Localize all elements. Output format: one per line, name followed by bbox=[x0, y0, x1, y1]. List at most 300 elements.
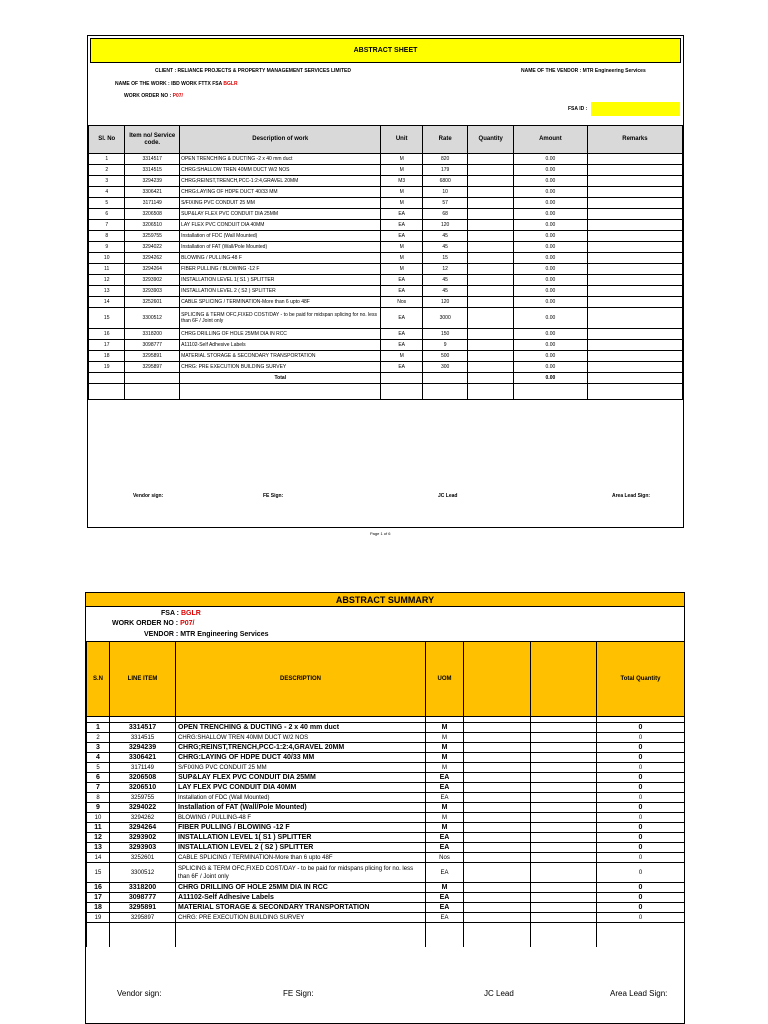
row-description: LAY FLEX PVC CONDUIT DIA 40MM bbox=[180, 220, 381, 231]
total-row bbox=[89, 373, 683, 384]
row-total-quantity: 0 bbox=[597, 773, 685, 783]
row-blank-2 bbox=[531, 783, 597, 793]
row-rate: 500 bbox=[422, 351, 468, 362]
row-amount: 0.00 bbox=[513, 275, 587, 286]
row-sn: 11 bbox=[87, 823, 110, 833]
row-code: 3314515 bbox=[125, 165, 180, 176]
col-header-unit: Unit bbox=[381, 126, 422, 154]
table-row bbox=[89, 165, 683, 176]
fsa-value: BGLR bbox=[180, 610, 201, 617]
row-total-quantity: 0 bbox=[597, 903, 685, 913]
summary-row bbox=[87, 823, 685, 833]
row-description: INSTALLATION LEVEL 2 ( S2 ) SPLITTER bbox=[180, 286, 381, 297]
row-sn: 3 bbox=[87, 743, 110, 753]
row-amount: 0.00 bbox=[513, 362, 587, 373]
row-unit: M3 bbox=[381, 176, 422, 187]
row-amount: 0.00 bbox=[513, 351, 587, 362]
summary-row bbox=[87, 783, 685, 793]
row-unit: M bbox=[381, 242, 422, 253]
col-header-rate: Rate bbox=[422, 126, 468, 154]
table-row bbox=[89, 154, 683, 165]
row-unit: EA bbox=[381, 286, 422, 297]
row-quantity bbox=[468, 362, 514, 373]
summary-header-row bbox=[87, 642, 685, 717]
col-header-line-item: LINE ITEM bbox=[110, 642, 176, 717]
row-amount: 0.00 bbox=[513, 176, 587, 187]
row-blank-1 bbox=[464, 743, 531, 753]
row-rate: 15 bbox=[422, 253, 468, 264]
row-rate: 120 bbox=[422, 297, 468, 308]
row-rate: 150 bbox=[422, 329, 468, 340]
row-blank-1 bbox=[464, 903, 531, 913]
row-code: 3300512 bbox=[125, 308, 180, 329]
row-description: Installation of FDC (Wall Mounted) bbox=[180, 231, 381, 242]
table-row bbox=[89, 253, 683, 264]
row-sn: 16 bbox=[87, 883, 110, 893]
row-blank-2 bbox=[531, 823, 597, 833]
row-line-item: 3206508 bbox=[110, 773, 176, 783]
row-sl: 3 bbox=[89, 176, 125, 187]
row-blank-2 bbox=[531, 913, 597, 923]
row-unit: EA bbox=[381, 275, 422, 286]
sheet-title: ABSTRACT SHEET bbox=[90, 38, 681, 63]
row-description: MATERIAL STORAGE & SECONDARY TRANSPORTATION bbox=[176, 903, 426, 913]
abstract-summary bbox=[85, 592, 685, 1024]
vendor-label: NAME OF THE VENDOR : MTR Engineering Services bbox=[521, 68, 646, 74]
col-header-total-quantity: Total Quantity bbox=[597, 642, 685, 717]
summary-row bbox=[87, 743, 685, 753]
row-sn: 9 bbox=[87, 803, 110, 813]
row-quantity bbox=[468, 351, 514, 362]
row-unit: M bbox=[381, 198, 422, 209]
row-blank-1 bbox=[464, 843, 531, 853]
row-description: Installation of FAT (Wall/Pole Mounted) bbox=[176, 803, 426, 813]
row-description: SPLICING & TERM OFC,FIXED COST/DAY - to be paid for midspan splicing for no. less than 6F / Joint only bbox=[180, 308, 381, 329]
row-blank-2 bbox=[531, 743, 597, 753]
row-blank-2 bbox=[531, 793, 597, 803]
row-rate: 820 bbox=[422, 154, 468, 165]
row-unit: EA bbox=[381, 220, 422, 231]
row-quantity bbox=[468, 253, 514, 264]
row-amount: 0.00 bbox=[513, 242, 587, 253]
row-line-item: 3252601 bbox=[110, 853, 176, 863]
col-header-item: Item no/ Service code. bbox=[125, 126, 180, 154]
table-row bbox=[89, 209, 683, 220]
row-unit: EA bbox=[381, 340, 422, 351]
row-blank-2 bbox=[531, 833, 597, 843]
row-rate: 179 bbox=[422, 165, 468, 176]
row-description: LAY FLEX PVC CONDUIT DIA 40MM bbox=[176, 783, 426, 793]
summary-row bbox=[87, 803, 685, 813]
row-quantity bbox=[468, 275, 514, 286]
row-total-quantity: 0 bbox=[597, 913, 685, 923]
row-description: S/FIXING PVC CONDUIT 25 MM bbox=[180, 198, 381, 209]
row-remarks bbox=[587, 329, 682, 340]
row-sn: 18 bbox=[87, 903, 110, 913]
work-order bbox=[124, 93, 183, 99]
row-amount: 0.00 bbox=[513, 209, 587, 220]
row-uom: EA bbox=[426, 833, 464, 843]
row-quantity bbox=[468, 198, 514, 209]
row-description: Installation of FDC (Wall Mounted) bbox=[176, 793, 426, 803]
row-quantity bbox=[468, 154, 514, 165]
row-code: 3171149 bbox=[125, 198, 180, 209]
summary-row bbox=[87, 753, 685, 763]
row-blank-1 bbox=[464, 753, 531, 763]
row-unit: EA bbox=[381, 308, 422, 329]
row-code: 3293903 bbox=[125, 286, 180, 297]
work-order-value: P07/ bbox=[172, 93, 183, 99]
row-line-item: 3295891 bbox=[110, 903, 176, 913]
row-code: 3206510 bbox=[125, 220, 180, 231]
row-line-item: 3300512 bbox=[110, 863, 176, 883]
row-sn: 2 bbox=[87, 733, 110, 743]
row-quantity bbox=[468, 187, 514, 198]
row-sn: 1 bbox=[87, 723, 110, 733]
blank-cell bbox=[87, 923, 110, 948]
row-sl: 4 bbox=[89, 187, 125, 198]
row-quantity bbox=[468, 231, 514, 242]
row-amount: 0.00 bbox=[513, 297, 587, 308]
row-amount: 0.00 bbox=[513, 165, 587, 176]
row-sl: 19 bbox=[89, 362, 125, 373]
row-total-quantity: 0 bbox=[597, 743, 685, 753]
work-name-value: BGLR bbox=[223, 81, 238, 87]
row-sl: 2 bbox=[89, 165, 125, 176]
row-description: A11102-Self Adhesive Labels bbox=[180, 340, 381, 351]
summary-row bbox=[87, 883, 685, 893]
summary-table bbox=[86, 641, 685, 947]
row-description: FIBER PULLING / BLOWING -12 F bbox=[180, 264, 381, 275]
row-description: CHRG:LAYING OF HDPE DUCT 40/33 MM bbox=[180, 187, 381, 198]
row-code: 3314517 bbox=[125, 154, 180, 165]
summary-row bbox=[87, 863, 685, 883]
table-row bbox=[89, 275, 683, 286]
row-description: CHRG:LAYING OF HDPE DUCT 40/33 MM bbox=[176, 753, 426, 763]
row-description: SPLICING & TERM OFC,FIXED COST/DAY - to be paid for midspans plicing for no. less than 6F / Joint only bbox=[176, 863, 426, 883]
row-remarks bbox=[587, 176, 682, 187]
blank-cell bbox=[176, 923, 426, 948]
row-rate: 68 bbox=[422, 209, 468, 220]
row-code: 3294239 bbox=[125, 176, 180, 187]
col-header-description: DESCRIPTION bbox=[176, 642, 426, 717]
row-amount: 0.00 bbox=[513, 308, 587, 329]
jc-lead-label: JC Lead bbox=[438, 493, 458, 499]
row-line-item: 3259755 bbox=[110, 793, 176, 803]
row-rate: 12 bbox=[422, 264, 468, 275]
row-amount: 0.00 bbox=[513, 154, 587, 165]
row-remarks bbox=[587, 275, 682, 286]
row-remarks bbox=[587, 187, 682, 198]
row-uom: EA bbox=[426, 843, 464, 853]
summary-row bbox=[87, 763, 685, 773]
total-label: Total bbox=[180, 373, 381, 384]
row-uom: EA bbox=[426, 893, 464, 903]
row-blank-1 bbox=[464, 863, 531, 883]
row-description: INSTALLATION LEVEL 2 ( S2 ) SPLITTER bbox=[176, 843, 426, 853]
row-blank-1 bbox=[464, 763, 531, 773]
row-remarks bbox=[587, 286, 682, 297]
row-blank-2 bbox=[531, 893, 597, 903]
row-sl: 9 bbox=[89, 242, 125, 253]
row-blank-2 bbox=[531, 763, 597, 773]
blank-row bbox=[89, 384, 683, 400]
table-row bbox=[89, 351, 683, 362]
col-header-remarks: Remarks bbox=[587, 126, 682, 154]
table-row bbox=[89, 187, 683, 198]
row-description: OPEN TRENCHING & DUCTING - 2 x 40 mm duct bbox=[176, 723, 426, 733]
table-row bbox=[89, 308, 683, 329]
summary-row bbox=[87, 813, 685, 823]
row-line-item: 3293903 bbox=[110, 843, 176, 853]
table-header-row bbox=[89, 126, 683, 154]
row-sn: 4 bbox=[87, 753, 110, 763]
row-description: OPEN TRENCHING & DUCTING -2 x 40 mm duct bbox=[180, 154, 381, 165]
row-line-item: 3171149 bbox=[110, 763, 176, 773]
work-order-label: WORK ORDER NO : bbox=[124, 93, 172, 99]
table-row bbox=[89, 231, 683, 242]
row-quantity bbox=[468, 308, 514, 329]
row-unit: M bbox=[381, 154, 422, 165]
row-line-item: 3293902 bbox=[110, 833, 176, 843]
summary-jc-lead-label: JC Lead bbox=[484, 989, 514, 998]
row-blank-1 bbox=[464, 723, 531, 733]
summary-row bbox=[87, 793, 685, 803]
blank-cell bbox=[597, 923, 685, 948]
row-quantity bbox=[468, 165, 514, 176]
row-total-quantity: 0 bbox=[597, 813, 685, 823]
row-uom: EA bbox=[426, 783, 464, 793]
row-remarks bbox=[587, 340, 682, 351]
row-blank-1 bbox=[464, 883, 531, 893]
row-rate: 10 bbox=[422, 187, 468, 198]
row-code: 3295897 bbox=[125, 362, 180, 373]
row-blank-2 bbox=[531, 803, 597, 813]
table-row bbox=[89, 198, 683, 209]
row-rate: 45 bbox=[422, 286, 468, 297]
row-code: 3294262 bbox=[125, 253, 180, 264]
col-header-amount: Amount bbox=[513, 126, 587, 154]
row-amount: 0.00 bbox=[513, 198, 587, 209]
row-total-quantity: 0 bbox=[597, 853, 685, 863]
row-total-quantity: 0 bbox=[597, 863, 685, 883]
client-label: CLIENT : RELIANCE PROJECTS & PROPERTY MANAGEMENT SERVICES LIMITED bbox=[155, 68, 351, 74]
row-amount: 0.00 bbox=[513, 329, 587, 340]
fe-sign-label: FE Sign: bbox=[263, 493, 284, 499]
row-total-quantity: 0 bbox=[597, 783, 685, 793]
row-total-quantity: 0 bbox=[597, 723, 685, 733]
row-line-item: 3206510 bbox=[110, 783, 176, 793]
row-description: SUP&LAY FLEX PVC CONDUIT DIA 25MM bbox=[180, 209, 381, 220]
row-sn: 13 bbox=[87, 843, 110, 853]
row-sl: 15 bbox=[89, 308, 125, 329]
work-name bbox=[115, 81, 238, 87]
row-code: 3294264 bbox=[125, 264, 180, 275]
row-sl: 18 bbox=[89, 351, 125, 362]
row-unit: M bbox=[381, 351, 422, 362]
row-quantity bbox=[468, 286, 514, 297]
blank-row bbox=[87, 923, 685, 948]
row-blank-2 bbox=[531, 853, 597, 863]
row-blank-2 bbox=[531, 903, 597, 913]
col-header-desc: Description of work bbox=[180, 126, 381, 154]
summary-row bbox=[87, 843, 685, 853]
summary-row bbox=[87, 853, 685, 863]
table-row bbox=[89, 286, 683, 297]
row-description: CHRG DRILLING OF HOLE 25MM DIA IN RCC bbox=[180, 329, 381, 340]
table-row bbox=[89, 242, 683, 253]
row-description: CHRG:SHALLOW TREN 40MM DUCT W/2 NOS bbox=[176, 733, 426, 743]
table-row bbox=[89, 340, 683, 351]
row-blank-1 bbox=[464, 733, 531, 743]
row-line-item: 3318200 bbox=[110, 883, 176, 893]
row-sl: 6 bbox=[89, 209, 125, 220]
row-sl: 17 bbox=[89, 340, 125, 351]
work-name-label: NAME OF THE WORK : IBD WORK FTTX FSA bbox=[115, 81, 223, 87]
row-description: CHRG DRILLING OF HOLE 25MM DIA IN RCC bbox=[176, 883, 426, 893]
row-unit: M bbox=[381, 253, 422, 264]
summary-row bbox=[87, 773, 685, 783]
row-unit: EA bbox=[381, 329, 422, 340]
row-blank-2 bbox=[531, 723, 597, 733]
row-unit: Nos bbox=[381, 297, 422, 308]
row-total-quantity: 0 bbox=[597, 893, 685, 903]
row-line-item: 3294239 bbox=[110, 743, 176, 753]
table-row bbox=[89, 362, 683, 373]
summary-work-order-label: WORK ORDER NO : bbox=[112, 620, 179, 627]
row-blank-1 bbox=[464, 783, 531, 793]
row-description: S/FIXING PVC CONDUIT 25 MM bbox=[176, 763, 426, 773]
summary-row bbox=[87, 903, 685, 913]
row-uom: M bbox=[426, 723, 464, 733]
row-rate: 45 bbox=[422, 231, 468, 242]
row-code: 3293902 bbox=[125, 275, 180, 286]
row-rate: 120 bbox=[422, 220, 468, 231]
col-header-sn: S.N bbox=[87, 642, 110, 717]
summary-title: ABSTRACT SUMMARY bbox=[86, 593, 684, 607]
row-total-quantity: 0 bbox=[597, 823, 685, 833]
row-blank-1 bbox=[464, 773, 531, 783]
row-total-quantity: 0 bbox=[597, 753, 685, 763]
row-code: 3252601 bbox=[125, 297, 180, 308]
row-amount: 0.00 bbox=[513, 220, 587, 231]
row-description: Installation of FAT (Wall/Pole Mounted) bbox=[180, 242, 381, 253]
row-uom: Nos bbox=[426, 853, 464, 863]
row-quantity bbox=[468, 297, 514, 308]
table-row bbox=[89, 329, 683, 340]
row-blank-2 bbox=[531, 843, 597, 853]
row-blank-1 bbox=[464, 913, 531, 923]
summary-vendor-sign-label: Vendor sign: bbox=[117, 989, 162, 998]
row-quantity bbox=[468, 329, 514, 340]
summary-vendor-value: MTR Engineering Services bbox=[180, 631, 269, 638]
row-sn: 5 bbox=[87, 763, 110, 773]
row-line-item: 3295897 bbox=[110, 913, 176, 923]
row-remarks bbox=[587, 253, 682, 264]
row-amount: 0.00 bbox=[513, 286, 587, 297]
row-rate: 57 bbox=[422, 198, 468, 209]
row-total-quantity: 0 bbox=[597, 833, 685, 843]
row-line-item: 3314517 bbox=[110, 723, 176, 733]
fsa-label: FSA : bbox=[161, 610, 180, 617]
row-code: 3259755 bbox=[125, 231, 180, 242]
row-blank-2 bbox=[531, 773, 597, 783]
row-line-item: 3098777 bbox=[110, 893, 176, 903]
row-uom: M bbox=[426, 763, 464, 773]
row-sn: 8 bbox=[87, 793, 110, 803]
row-uom: M bbox=[426, 813, 464, 823]
row-code: 3318200 bbox=[125, 329, 180, 340]
row-uom: M bbox=[426, 803, 464, 813]
row-blank-1 bbox=[464, 803, 531, 813]
row-unit: M bbox=[381, 187, 422, 198]
blank-cell bbox=[531, 923, 597, 948]
row-description: CHRG;REINST,TRENCH,PCC-1:2:4,GRAVEL 20MM bbox=[176, 743, 426, 753]
row-total-quantity: 0 bbox=[597, 763, 685, 773]
row-uom: EA bbox=[426, 773, 464, 783]
row-remarks bbox=[587, 154, 682, 165]
row-line-item: 3294264 bbox=[110, 823, 176, 833]
row-code: 3206508 bbox=[125, 209, 180, 220]
row-line-item: 3306421 bbox=[110, 753, 176, 763]
col-header-blank-2 bbox=[531, 642, 597, 717]
row-line-item: 3294262 bbox=[110, 813, 176, 823]
row-blank-2 bbox=[531, 863, 597, 883]
summary-row bbox=[87, 723, 685, 733]
blank-cell bbox=[464, 923, 531, 948]
row-description: CHRG;REINST,TRENCH,PCC-1:2:4,GRAVEL 20MM bbox=[180, 176, 381, 187]
row-total-quantity: 0 bbox=[597, 843, 685, 853]
fsa-id-label: FSA ID : bbox=[568, 106, 588, 112]
row-remarks bbox=[587, 231, 682, 242]
col-header-uom: UOM bbox=[426, 642, 464, 717]
page-number: Page 1 of 6 bbox=[370, 531, 391, 536]
summary-row bbox=[87, 913, 685, 923]
vendor-info bbox=[144, 631, 269, 638]
table-row bbox=[89, 264, 683, 275]
fsa-id-field[interactable] bbox=[591, 102, 680, 116]
table-row bbox=[89, 220, 683, 231]
row-uom: M bbox=[426, 823, 464, 833]
row-blank-1 bbox=[464, 893, 531, 903]
row-rate: 9 bbox=[422, 340, 468, 351]
row-description: CABLE SPLICING / TERMINATION-More than 6 upto 48F bbox=[180, 297, 381, 308]
row-rate: 45 bbox=[422, 242, 468, 253]
row-code: 3306421 bbox=[125, 187, 180, 198]
row-blank-1 bbox=[464, 813, 531, 823]
row-blank-1 bbox=[464, 853, 531, 863]
row-sn: 14 bbox=[87, 853, 110, 863]
work-order-info bbox=[112, 620, 194, 627]
row-sn: 12 bbox=[87, 833, 110, 843]
row-code: 3294022 bbox=[125, 242, 180, 253]
row-remarks bbox=[587, 165, 682, 176]
row-remarks bbox=[587, 351, 682, 362]
row-unit: M bbox=[381, 165, 422, 176]
row-amount: 0.00 bbox=[513, 187, 587, 198]
row-remarks bbox=[587, 297, 682, 308]
abstract-table bbox=[88, 125, 683, 400]
summary-row bbox=[87, 833, 685, 843]
row-blank-2 bbox=[531, 733, 597, 743]
row-total-quantity: 0 bbox=[597, 733, 685, 743]
area-lead-sign-label: Area Lead Sign: bbox=[612, 493, 651, 499]
row-sl: 1 bbox=[89, 154, 125, 165]
row-unit: M bbox=[381, 264, 422, 275]
row-uom: M bbox=[426, 743, 464, 753]
row-blank-1 bbox=[464, 833, 531, 843]
summary-row bbox=[87, 733, 685, 743]
